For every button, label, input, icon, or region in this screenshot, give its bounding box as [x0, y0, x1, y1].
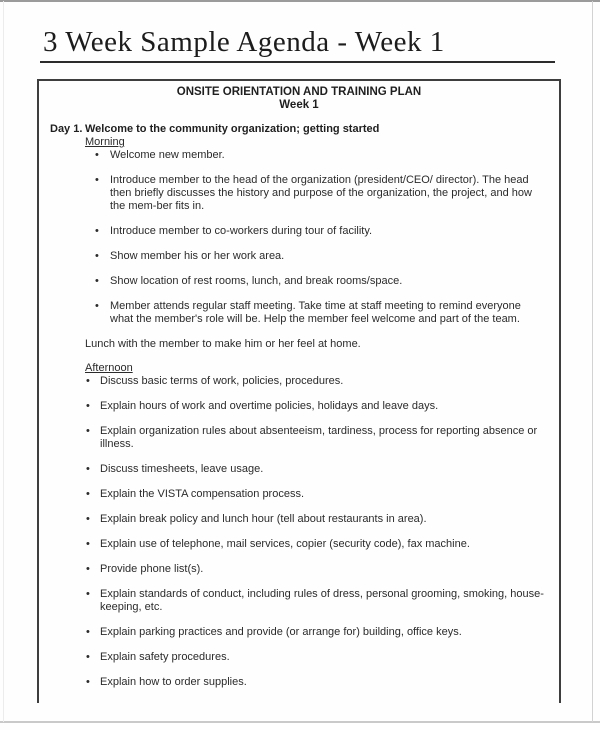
- list-item-text: Show location of rest rooms, lunch, and break rooms/space.: [110, 275, 403, 287]
- day1-label: Day 1.: [50, 123, 83, 135]
- bullet-icon: •: [86, 676, 90, 688]
- lunch-note: Lunch with the member to make him or her feel at home.: [85, 338, 361, 350]
- list-item: [85, 225, 547, 238]
- list-item: [85, 563, 547, 576]
- day1-content: [85, 136, 547, 689]
- bullet-icon: •: [86, 513, 90, 525]
- list-item: [85, 375, 547, 388]
- plan-heading: [39, 81, 559, 112]
- list-item: [85, 400, 547, 413]
- list-item: [85, 538, 547, 551]
- list-item-text: Introduce member to co-workers during tour of facility.: [110, 225, 373, 237]
- bullet-icon: •: [95, 225, 99, 237]
- list-item: [85, 676, 547, 689]
- bullet-icon: •: [95, 300, 99, 312]
- list-item-text: Member attends regular staff meeting. Take time at staff meeting to remind everyone what the member's role will be. Help the member feel welcome and part of the team.: [110, 300, 521, 325]
- bullet-icon: •: [86, 375, 90, 387]
- training-plan-box: [37, 79, 561, 703]
- list-item: [85, 174, 547, 213]
- list-item: [85, 588, 547, 614]
- page-edge-right: [592, 1, 593, 722]
- list-item: [85, 149, 547, 162]
- list-item-text: Explain hours of work and overtime policies, holidays and leave days.: [100, 400, 439, 412]
- list-item: [85, 425, 547, 451]
- list-item: [85, 463, 547, 476]
- afternoon-list: [85, 375, 547, 689]
- page-edge-left: [3, 1, 4, 722]
- afternoon-section-label: Afternoon: [85, 362, 133, 374]
- list-item-text: Explain parking practices and provide (or arrange for) building, office keys.: [100, 626, 462, 638]
- page-title: 3 Week Sample Agenda - Week 1: [43, 26, 445, 58]
- list-item-text: Explain the VISTA compensation process.: [100, 488, 305, 500]
- bullet-icon: •: [86, 538, 90, 550]
- bullet-icon: •: [95, 149, 99, 161]
- list-item-text: Provide phone list(s).: [100, 563, 204, 575]
- list-item-text: Explain safety procedures.: [100, 651, 230, 663]
- list-item: [85, 626, 547, 639]
- bullet-icon: •: [86, 400, 90, 412]
- title-divider: [40, 61, 555, 63]
- bullet-icon: •: [86, 463, 90, 475]
- bullet-icon: •: [86, 488, 90, 500]
- list-item: [85, 275, 547, 288]
- list-item: [85, 488, 547, 501]
- list-item: [85, 651, 547, 664]
- list-item-text: Discuss timesheets, leave usage.: [100, 463, 264, 475]
- list-item-text: Introduce member to the head of the organization (president/CEO/ director). The head then briefly discusses the history and purpose of the organization, the project, and how the mem-ber fits in.: [110, 174, 532, 212]
- plan-heading-line2: Week 1: [279, 99, 319, 111]
- morning-list: [85, 149, 547, 326]
- bullet-icon: •: [86, 425, 90, 437]
- bullet-icon: •: [86, 626, 90, 638]
- page-edge-top: [0, 0, 600, 2]
- list-item-text: Show member his or her work area.: [110, 250, 285, 262]
- day1-title: Welcome to the community organization; getting started: [85, 123, 380, 135]
- list-item-text: Explain standards of conduct, including rules of dress, personal grooming, smoking, house-keeping, etc.: [100, 588, 544, 613]
- plan-heading-line1: ONSITE ORIENTATION AND TRAINING PLAN: [176, 86, 422, 98]
- bullet-icon: •: [86, 588, 90, 600]
- list-item-text: Explain break policy and lunch hour (tell about restaurants in area).: [100, 513, 427, 525]
- bullet-icon: •: [86, 651, 90, 663]
- list-item-text: Explain how to order supplies.: [100, 676, 247, 688]
- day1-heading: [39, 123, 559, 136]
- list-item: [85, 250, 547, 263]
- list-item-text: Discuss basic terms of work, policies, procedures.: [100, 375, 344, 387]
- morning-section-label: Morning: [85, 136, 125, 148]
- list-item: [85, 513, 547, 526]
- list-item-text: Explain organization rules about absenteeism, tardiness, process for reporting absence or illness.: [100, 425, 538, 450]
- bullet-icon: •: [86, 563, 90, 575]
- list-item-text: Explain use of telephone, mail services, copier (security code), fax machine.: [100, 538, 470, 550]
- list-item-text: Welcome new member.: [110, 149, 225, 161]
- bullet-icon: •: [95, 250, 99, 262]
- page-edge-bottom: [0, 721, 600, 723]
- bullet-icon: •: [95, 174, 99, 186]
- bullet-icon: •: [95, 275, 99, 287]
- list-item: [85, 300, 547, 326]
